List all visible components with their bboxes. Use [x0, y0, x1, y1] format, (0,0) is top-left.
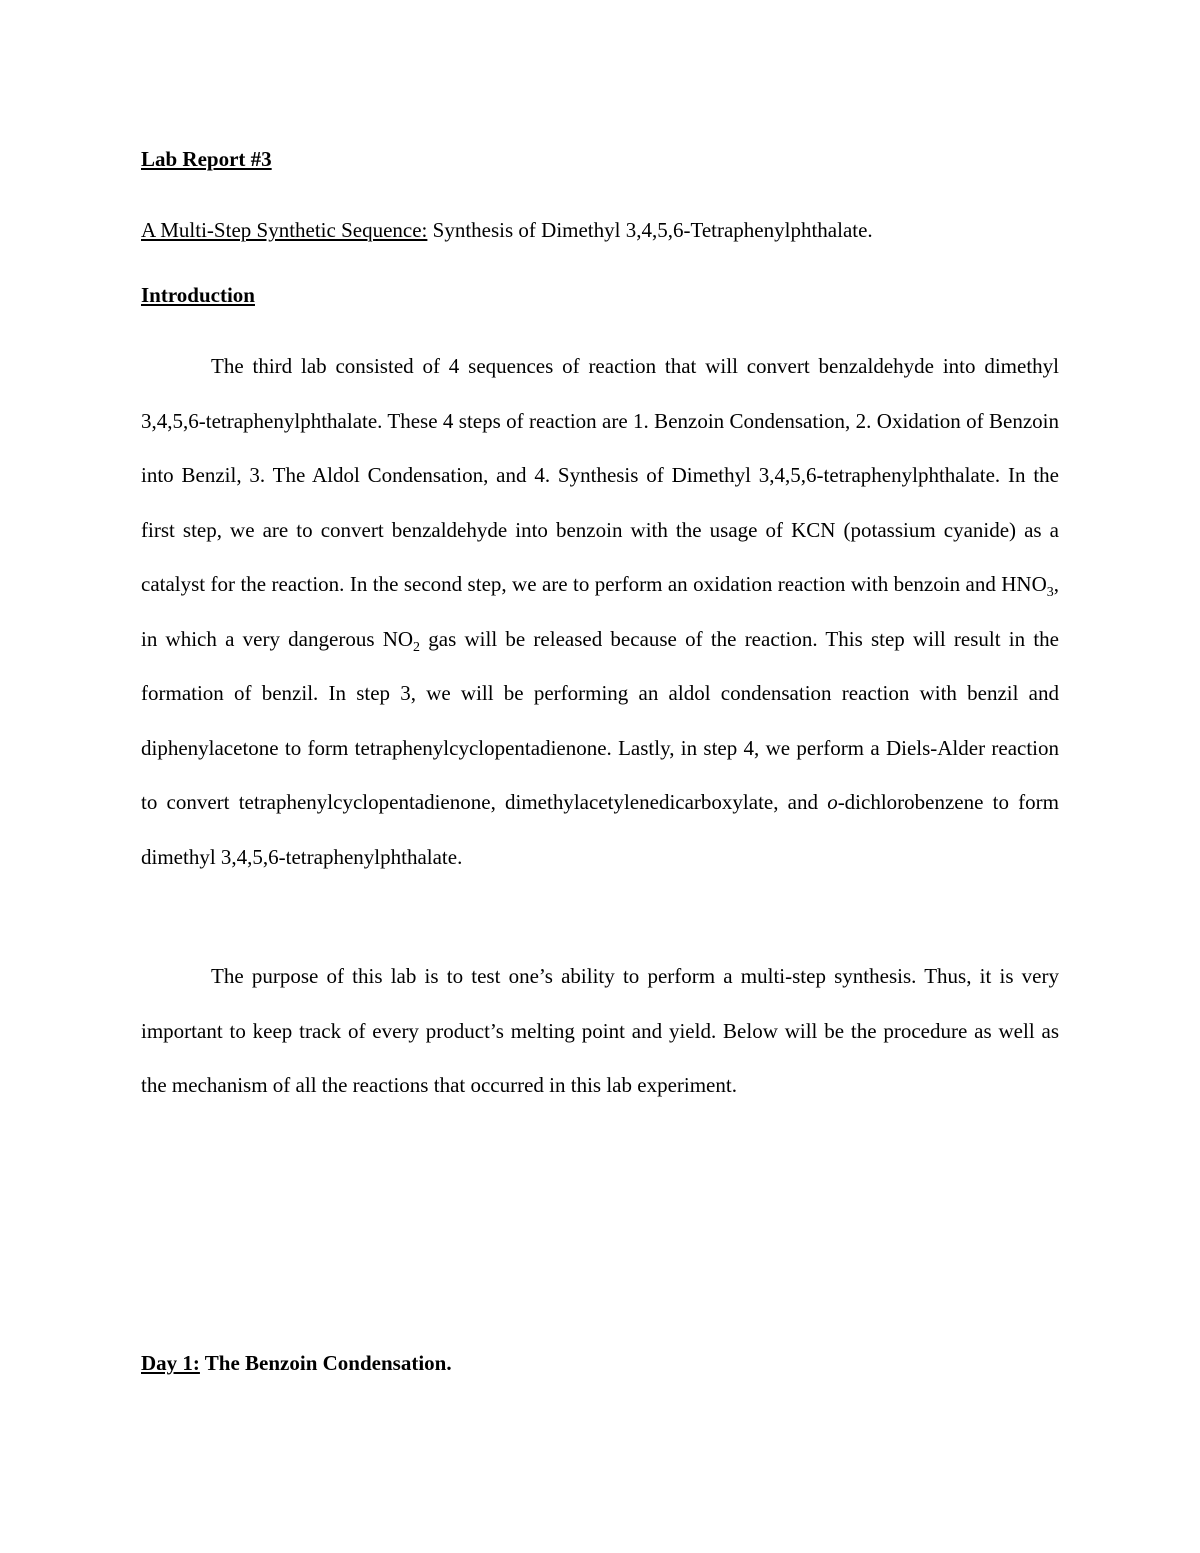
subscript-3: 3 — [1046, 585, 1054, 601]
section-heading-introduction: Introduction — [141, 283, 255, 307]
report-subtitle — [141, 216, 873, 244]
report-title: Lab Report #3 — [141, 147, 272, 171]
day1-label: Day 1: — [141, 1351, 200, 1375]
subscript-2: 2 — [413, 639, 421, 655]
subtitle-rest: Synthesis of Dimethyl 3,4,5,6-Tetraphenylphthalate. — [427, 218, 873, 242]
day1-heading — [141, 1349, 452, 1377]
paragraph1-text-a: The third lab consisted of 4 sequences of reaction that will convert benzaldehyde into dimethyl 3,4,5,6-tetraphenylphthalate. These 4 steps of reaction are 1. Benzoin Condensation, 2. Oxidation of Benzoin into Benzil, 3. The Aldol Condensation, and 4. Synthesis of Dimethyl 3,4,5,6-tetraphenylphthalate. In the first step, we are to convert benzaldehyde into benzoin with the usage of KCN (potassium cyanide) as a catalyst for the reaction. In the second step, we are to perform an oxidation reaction with benzoin and HNO — [141, 354, 1059, 596]
introduction-paragraph-2: The purpose of this lab is to test one’s ability to perform a multi-step synthesis. Thus, it is very important to keep track of every product’s melting point and yield. Below will be the procedure as well as the mechanism of all the reactions that occurred in this lab experiment. — [141, 964, 1059, 1097]
subtitle-underlined: A Multi-Step Synthetic Sequence: — [141, 218, 428, 242]
paragraph1-text-d: -dichlorobenzene to form dimethyl 3,4,5,6-tetraphenylphthalate. — [141, 790, 1059, 869]
day1-title: The Benzoin Condensation. — [199, 1351, 452, 1375]
paragraph1-text-b: , in which a very dangerous NO — [141, 572, 1059, 651]
italic-o: o — [827, 790, 838, 814]
introduction-paragraph-1 — [141, 339, 1059, 884]
paragraph1-text-c: gas will be released because of the reaction. This step will result in the formation of benzil. In step 3, we will be performing an aldol condensation reaction with benzil and diphenylacetone to form tetraphenylcyclopentadienone. Lastly, in step 4, we perform a Diels-Alder reaction to convert tetraphenylcyclopentadienone, dimethylacetylenedicarboxylate, and — [141, 626, 1059, 814]
